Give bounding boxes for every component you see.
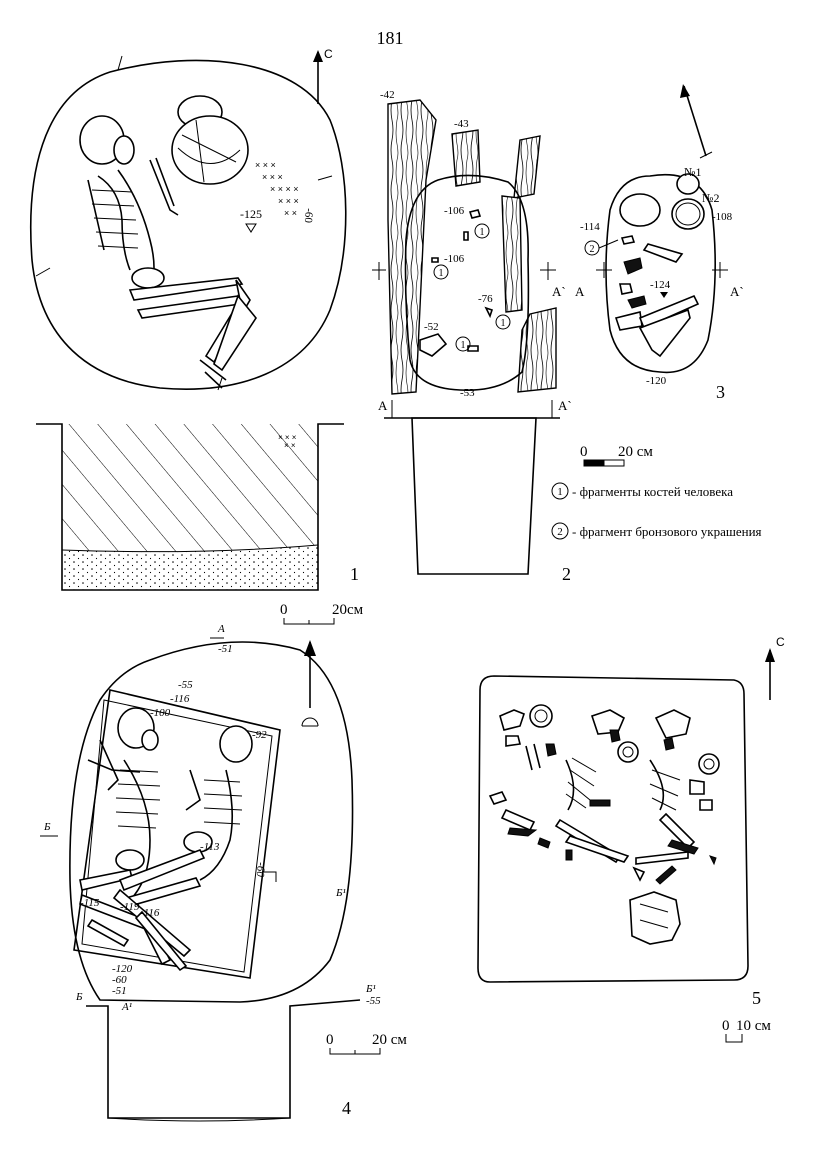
figure-number: 2 xyxy=(562,564,571,584)
figure-number: 1 xyxy=(350,564,359,584)
depth-mark: -53 xyxy=(460,387,475,399)
skull-icon xyxy=(630,892,680,944)
find-marker xyxy=(475,224,489,238)
depth-mark: -116 xyxy=(170,693,190,705)
scale-bar xyxy=(580,444,653,466)
depth-mark: -51 xyxy=(112,985,127,997)
figure-3 xyxy=(575,84,744,402)
depth-mark: -119 xyxy=(120,901,140,913)
section-label: A xyxy=(218,623,225,635)
svg-text:1: 1 xyxy=(557,486,563,498)
ceramic-vessel-icon xyxy=(172,96,248,184)
svg-text:A`: A` xyxy=(558,398,572,413)
section-label: A xyxy=(575,284,585,299)
figure-2 xyxy=(372,89,572,584)
svg-text:× × × ×: × × × × xyxy=(270,184,299,194)
wooden-log xyxy=(514,136,540,198)
scale-bar xyxy=(280,602,364,624)
svg-text:- фрагмент бронзового украшени: - фрагмент бронзового украшения xyxy=(572,524,762,539)
svg-text:× ×: × × xyxy=(284,208,298,218)
figure-number: 4 xyxy=(342,1098,351,1118)
svg-text:× ×: × × xyxy=(284,441,296,450)
wooden-log xyxy=(502,196,522,312)
depth-mark: -124 xyxy=(650,279,671,291)
figure-number: 5 xyxy=(752,988,761,1008)
svg-text:1: 1 xyxy=(460,340,466,351)
svg-text:A: A xyxy=(378,398,388,413)
depth-mark: -55 xyxy=(366,995,381,1007)
svg-text:0: 0 xyxy=(580,444,588,460)
depth-mark: -108 xyxy=(712,211,733,223)
figure-5 xyxy=(478,635,785,1008)
north-arrow-icon xyxy=(313,47,333,104)
depth-mark: -115 xyxy=(80,897,100,909)
section-label: A¹ xyxy=(122,1001,133,1013)
depth-mark: -42 xyxy=(380,89,395,101)
section-label: Б xyxy=(76,991,83,1003)
section-label: Б¹ xyxy=(336,887,346,899)
svg-text:1: 1 xyxy=(500,318,506,329)
svg-text:1: 1 xyxy=(479,227,485,238)
shaft-outline xyxy=(86,1000,360,1118)
north-arrow-icon xyxy=(680,84,712,158)
svg-text:0: 0 xyxy=(722,1018,730,1034)
svg-text:0: 0 xyxy=(326,1032,334,1048)
svg-text:× × ×: × × × xyxy=(278,196,299,206)
svg-text:1: 1 xyxy=(438,268,444,279)
section-label: A` xyxy=(552,284,566,299)
depth-mark: -120 xyxy=(112,963,133,975)
depth-mark: -113 xyxy=(200,841,220,853)
depth-mark: -120 xyxy=(646,375,667,387)
wooden-log xyxy=(518,308,556,392)
north-label: С xyxy=(776,635,785,649)
depth-mark: -51 xyxy=(218,643,233,655)
section-label: Б¹ xyxy=(366,983,376,995)
depth-mark: -106 xyxy=(444,253,465,265)
svg-text:20 см: 20 см xyxy=(372,1032,407,1048)
svg-text:0: 0 xyxy=(280,602,288,618)
svg-text:× × ×: × × × xyxy=(278,433,297,442)
depth-mark: -60 xyxy=(253,861,267,878)
section-profile-2 xyxy=(378,398,572,574)
depth-mark: -92 xyxy=(252,729,267,741)
depth-mark: -100 xyxy=(150,707,171,719)
depth-mark: -60 xyxy=(112,974,127,986)
find-marker xyxy=(456,337,470,351)
depth-mark: -106 xyxy=(444,205,465,217)
find-marker xyxy=(496,315,510,329)
depth-mark: -116 xyxy=(140,907,160,919)
scale-bar xyxy=(722,1018,771,1042)
legend-item xyxy=(552,523,762,539)
legend xyxy=(552,483,762,539)
depth-mark: -125 xyxy=(240,207,262,221)
find-marker xyxy=(434,265,448,279)
north-label: С xyxy=(324,47,333,61)
svg-text:× × ×: × × × xyxy=(255,160,276,170)
wooden-log xyxy=(452,130,480,186)
skeleton-icon xyxy=(114,726,252,970)
svg-text:10 см: 10 см xyxy=(736,1018,771,1034)
section-label: Б xyxy=(44,821,51,833)
svg-text:2: 2 xyxy=(557,526,563,538)
vessel-label: №1 xyxy=(684,165,702,179)
svg-text:- фрагменты костей человека: - фрагменты костей человека xyxy=(572,484,733,499)
svg-text:2: 2 xyxy=(589,244,595,255)
section-profile-1 xyxy=(36,424,344,590)
north-arrow-icon xyxy=(765,635,785,700)
figure-number: 3 xyxy=(716,382,725,402)
svg-text:20 см: 20 см xyxy=(618,444,653,460)
vessel-label: №2 xyxy=(702,191,720,205)
depth-mark: -52 xyxy=(424,321,439,333)
svg-text:× × ×: × × × xyxy=(262,172,283,182)
figure-1 xyxy=(31,47,359,590)
page-number: 181 xyxy=(376,28,404,48)
legend-item xyxy=(552,483,733,499)
depth-mark: -60 xyxy=(301,207,315,224)
depth-mark: -76 xyxy=(478,293,493,305)
find-marker xyxy=(585,241,599,255)
skeleton-icon xyxy=(490,710,716,884)
svg-text:20см: 20см xyxy=(332,602,364,618)
depth-mark: -114 xyxy=(580,221,600,233)
depth-mark: -43 xyxy=(454,118,469,130)
section-label: A` xyxy=(730,284,744,299)
depth-mark: -55 xyxy=(178,679,193,691)
scale-bar xyxy=(326,1032,407,1054)
